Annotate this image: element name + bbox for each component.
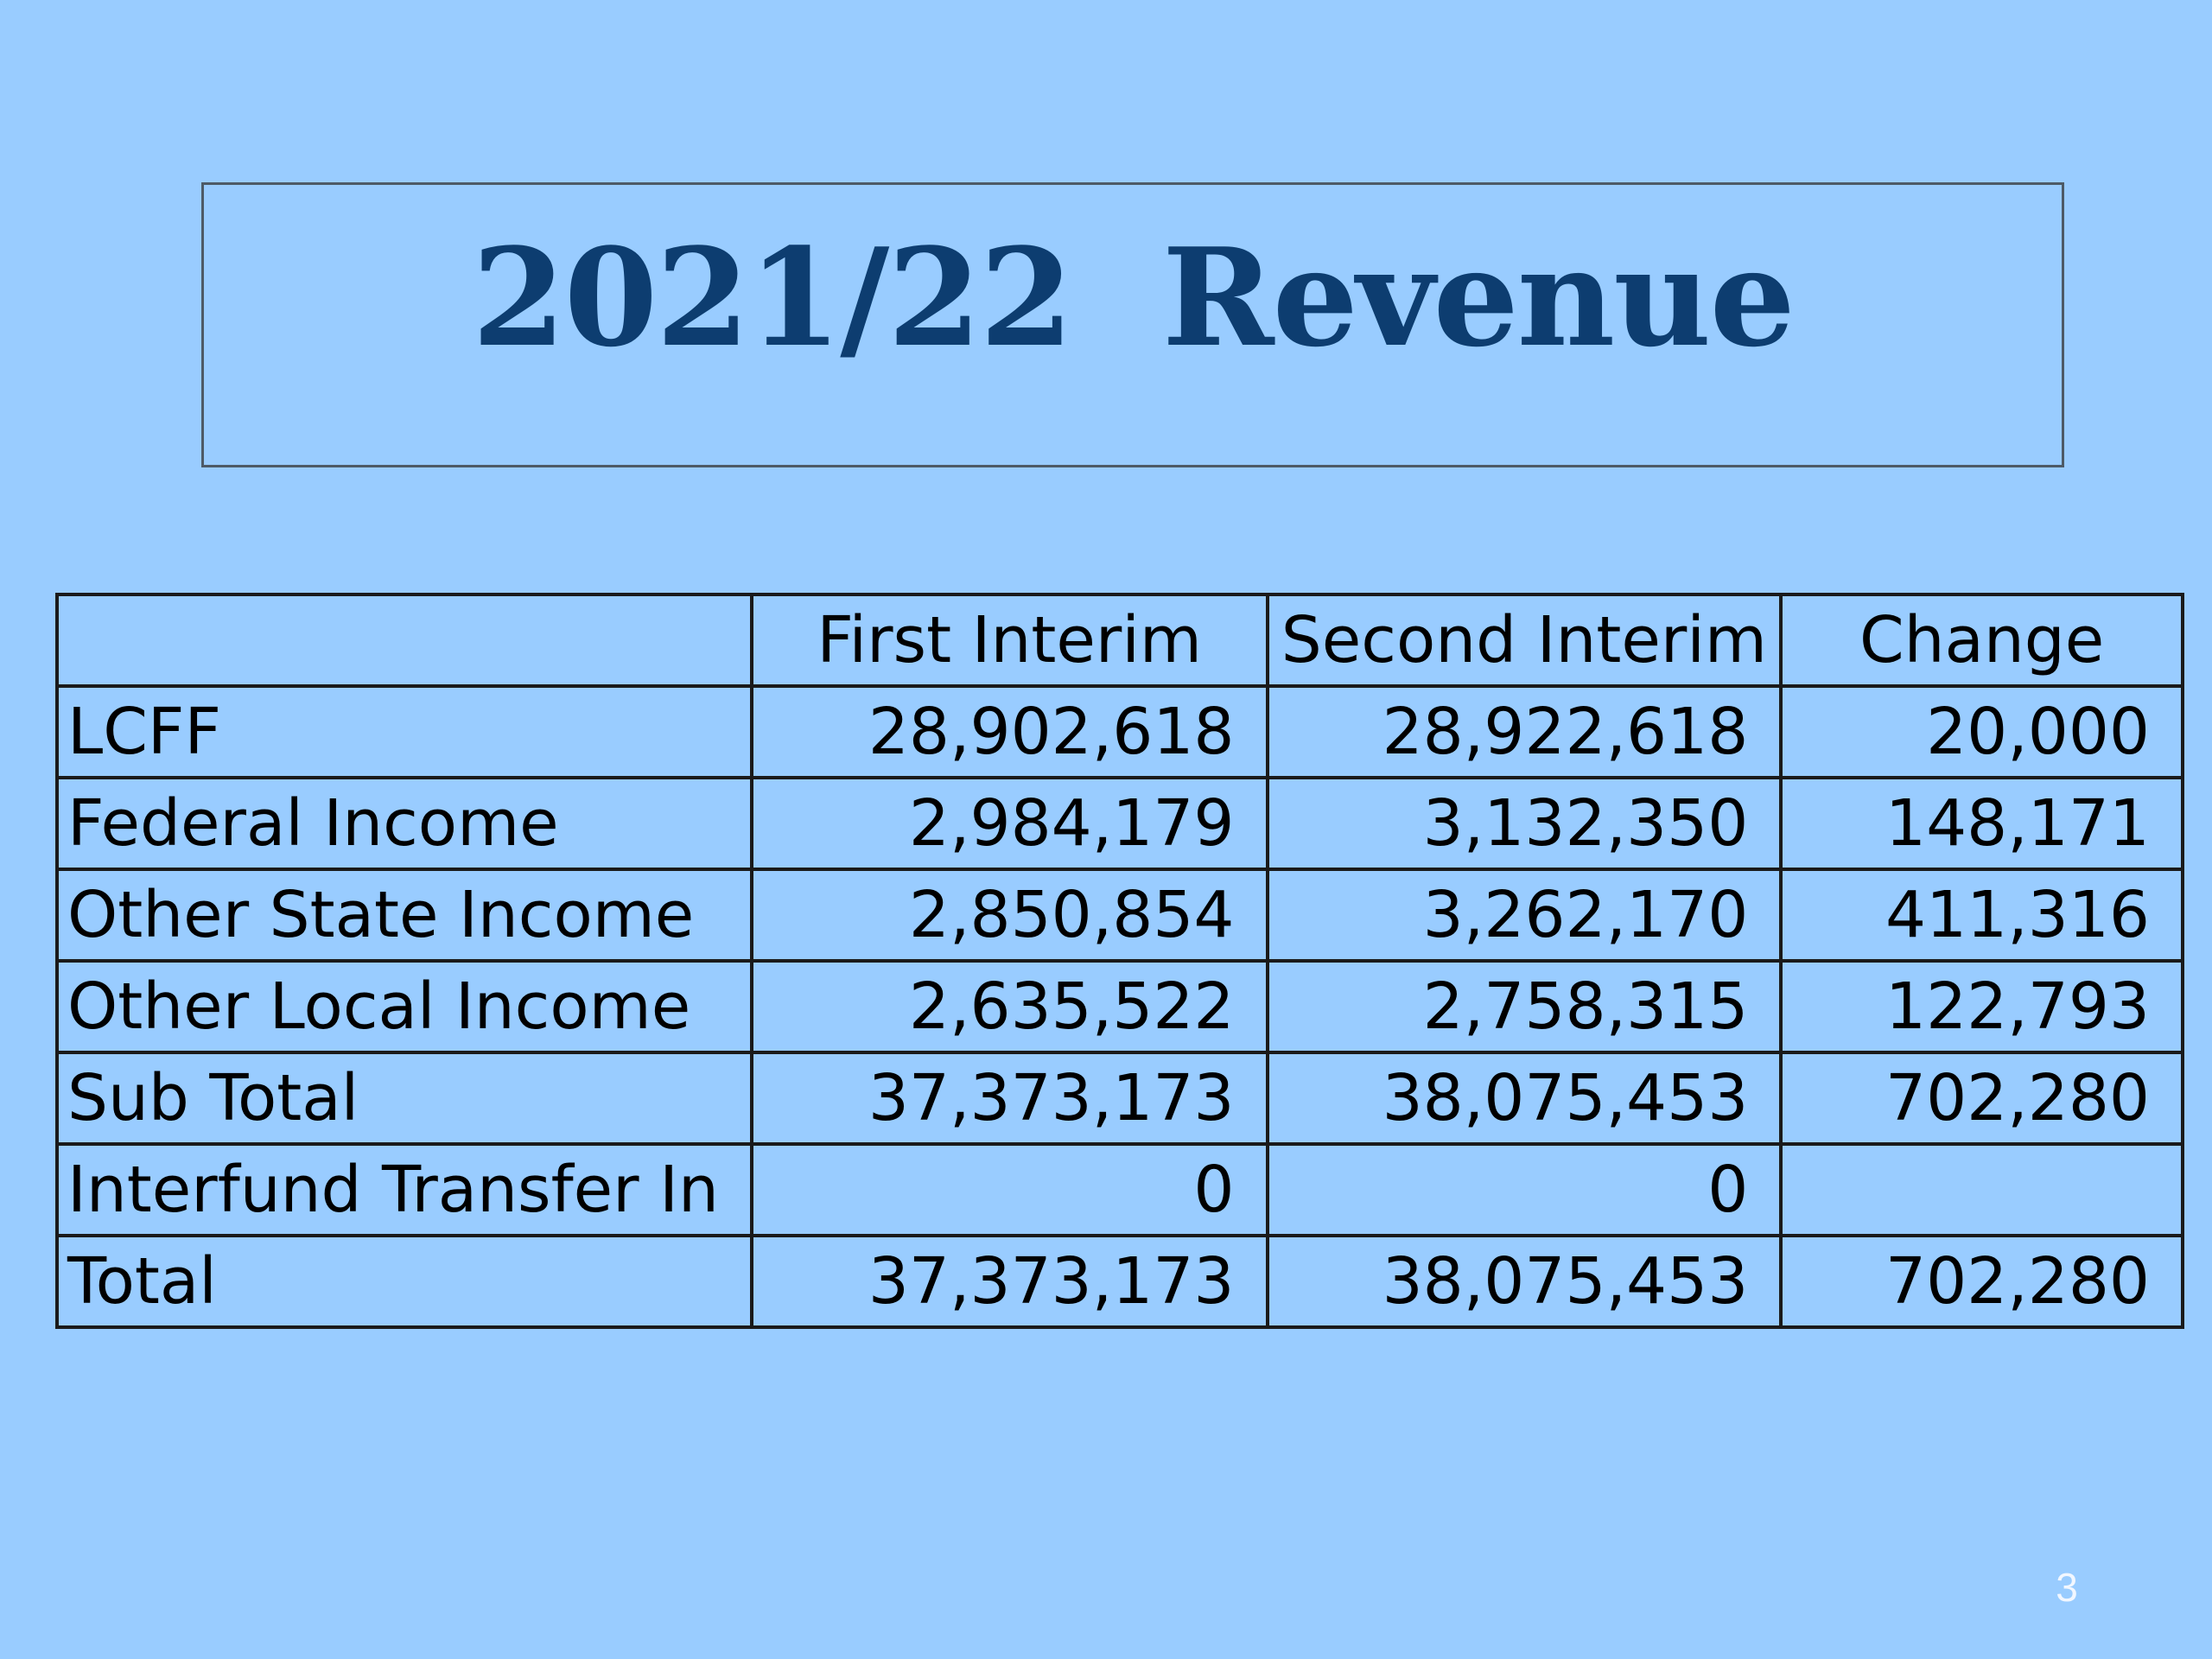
title-box (201, 182, 2064, 467)
table-row (57, 869, 2183, 961)
change-value: 702,280 (1781, 1236, 2183, 1327)
row-label: LCFF (57, 686, 752, 778)
row-label: Interfund Transfer In (57, 1144, 752, 1236)
change-value: 122,793 (1781, 961, 2183, 1052)
second-interim-value: 38,075,453 (1268, 1236, 1782, 1327)
row-label: Sub Total (57, 1052, 752, 1144)
change-value (1781, 1144, 2183, 1236)
second-interim-value: 3,132,350 (1268, 778, 1782, 869)
slide-title: 2021/22 Revenue (472, 219, 1794, 377)
second-interim-value: 0 (1268, 1144, 1782, 1236)
table-row (57, 778, 2183, 869)
first-interim-value: 37,373,173 (752, 1236, 1268, 1327)
table-row (57, 686, 2183, 778)
first-interim-value: 2,984,179 (752, 778, 1268, 869)
change-value: 148,171 (1781, 778, 2183, 869)
row-label: Other State Income (57, 869, 752, 961)
first-interim-value: 2,635,522 (752, 961, 1268, 1052)
first-interim-value: 2,850,854 (752, 869, 1268, 961)
page-number: 3 (2056, 1565, 2078, 1610)
second-interim-value: 38,075,453 (1268, 1052, 1782, 1144)
header-cell-change: Change (1781, 594, 2183, 686)
header-cell-first-interim: First Interim (752, 594, 1268, 686)
header-cell-second-interim: Second Interim (1268, 594, 1782, 686)
change-value: 20,000 (1781, 686, 2183, 778)
second-interim-value: 2,758,315 (1268, 961, 1782, 1052)
first-interim-value: 0 (752, 1144, 1268, 1236)
second-interim-value: 3,262,170 (1268, 869, 1782, 961)
revenue-table (55, 593, 2184, 1329)
header-cell-label (57, 594, 752, 686)
first-interim-value: 37,373,173 (752, 1052, 1268, 1144)
row-label: Total (57, 1236, 752, 1327)
table-row (57, 1236, 2183, 1327)
change-value: 411,316 (1781, 869, 2183, 961)
table-row (57, 961, 2183, 1052)
first-interim-value: 28,902,618 (752, 686, 1268, 778)
table-row (57, 1144, 2183, 1236)
row-label: Federal Income (57, 778, 752, 869)
header-row (57, 594, 2183, 686)
change-value: 702,280 (1781, 1052, 2183, 1144)
table-row (57, 1052, 2183, 1144)
row-label: Other Local Income (57, 961, 752, 1052)
second-interim-value: 28,922,618 (1268, 686, 1782, 778)
